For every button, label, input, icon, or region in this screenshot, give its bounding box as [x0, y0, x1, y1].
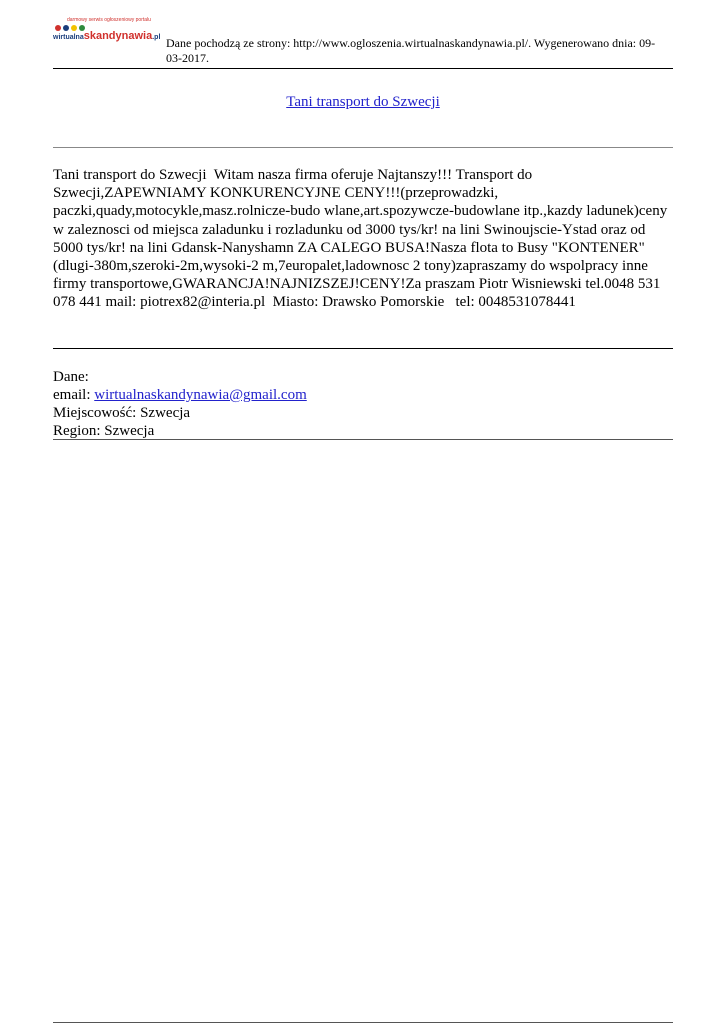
- logo-wordmark-part3: .pl: [152, 34, 161, 41]
- ad-title: [53, 93, 673, 111]
- region-value: Szwecja: [104, 423, 155, 439]
- region-row: [53, 422, 673, 440]
- site-logo[interactable]: [53, 14, 163, 44]
- header-divider: [53, 68, 673, 69]
- details-divider: [53, 439, 673, 440]
- details-heading: Dane:: [53, 369, 89, 385]
- logo-wordmark: [53, 28, 160, 45]
- ad-body: Tani transport do Szwecji Witam nasza firma oferuje Najtanszy!!! Transport do Szwecji,ZAPEWNIAMY KONKURENCYJNE CENY!!!(przeprowadzki, paczki,quady,motocykle,masz.rolnicze-budo wlane,art.spozywcze-budowlane itp.,kazdy ladunek)ceny w zaleznosci od miejsca zaladunku i rozladunku od 3000 tys/kr! na lini Swinoujscie-Ystad oraz od 5000 tys/kr! na lini Gdansk-Nanyshamn ZA CALEGO BUSA!Nasza flota to Busy "KONTENER"(dlugi-380m,szeroki-2m,wysoki-2 m,7europalet,ladownosc 2 tony)zapraszamy do wspolpracy inne firmy transportowe,GWARANCJA!NAJNIZSZEJ!CENY!Za praszam Piotr Wisniewski tel.0048 531 078 441 mail: piotrex82@interia.pl Miasto: Drawsko Pomorskie tel: 0048531078441: [53, 167, 671, 311]
- contact-details: [53, 368, 673, 440]
- city-row: [53, 404, 673, 422]
- page-header: [53, 14, 673, 68]
- footer-divider: [53, 1022, 673, 1023]
- region-label: Region:: [53, 423, 105, 439]
- body-divider: [53, 348, 673, 349]
- city-label: Miejscowość:: [53, 405, 141, 421]
- logo-wordmark-part2: skandynawia: [83, 30, 153, 42]
- source-note: Dane pochodzą ze strony: http://www.ogloszenia.wirtualnaskandynawia.pl/. Wygenerowano dnia: 09-03-2017.: [166, 36, 656, 65]
- logo-tagline: darmowy serwis ogłoszeniowy portalu: [67, 17, 151, 23]
- ad-title-link[interactable]: Tani transport do Szwecji: [286, 94, 440, 110]
- title-divider: [53, 147, 673, 148]
- city-value: Szwecja: [140, 405, 191, 421]
- email-row: [53, 386, 673, 404]
- email-link[interactable]: wirtualnaskandynawia@gmail.com: [94, 387, 307, 403]
- email-label: email:: [53, 387, 95, 403]
- logo-wordmark-part1: wirtualna: [53, 34, 84, 41]
